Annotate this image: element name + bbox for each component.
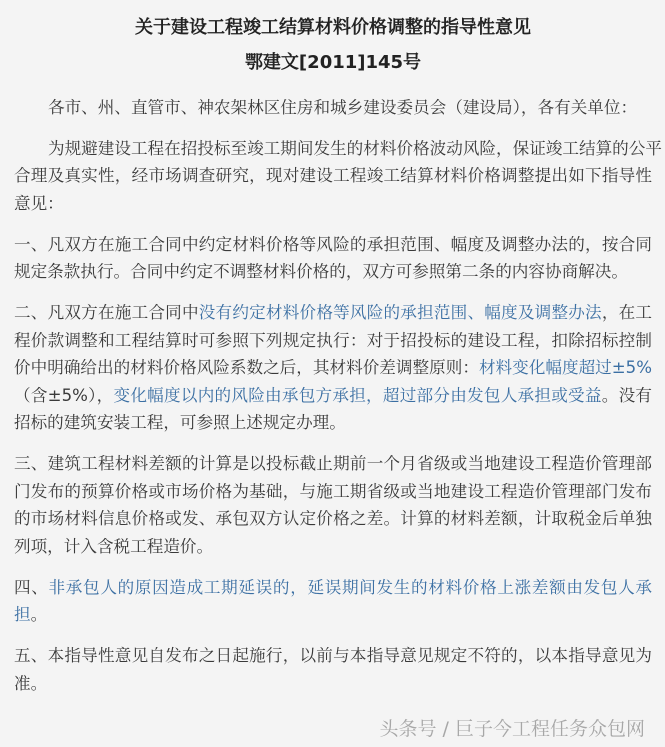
document (14, 10, 662, 697)
paragraph-3 (14, 299, 652, 437)
text-segment: 四、 (14, 577, 49, 597)
text-segment: 。没有 (601, 385, 652, 405)
text-line (14, 258, 652, 286)
text-segment: 各市、州、直管市、神农架林区住房和城乡建设委员会（建设局），各有关单位： (48, 97, 638, 117)
text-segment: 一、凡双方在施工合同中约定材料价格等风险的承担范围、幅度及调整办法的，按合同 (14, 234, 652, 254)
text-segment: （含±5%）， (14, 385, 114, 405)
text-segment: 二、凡双方在施工合同中 (14, 303, 199, 322)
text-line (14, 231, 652, 259)
text-line (14, 574, 652, 602)
text-segment: 规定条款执行。合同中约定不调整材料价格的，双方可参照第二条的内容协商解决。 (14, 262, 628, 281)
text-line (14, 409, 652, 437)
highlighted-text: 材料变化幅度超过±5% (478, 358, 653, 377)
text-segment: 。 (30, 605, 48, 624)
highlighted-text: 担 (14, 605, 31, 624)
paragraph-5 (14, 574, 652, 629)
text-line (14, 327, 652, 355)
text-line (14, 382, 652, 410)
text-segment: 五、本指导性意见自发布之日起施行，以前与本指导意见规定不符的，以本指导意见为 (14, 646, 652, 665)
paragraph-1 (14, 135, 662, 218)
text-segment: 程价款调整和工程结算时可参照下列规定执行：对于招投标的建设工程，扣除招标控制 (14, 330, 652, 350)
text-segment: 招标的建筑安装工程，可参照上述规定办理。 (14, 413, 346, 432)
document-body (14, 94, 662, 698)
paragraph-0 (14, 94, 652, 122)
text-line (14, 190, 652, 218)
text-segment: 意见： (14, 193, 64, 213)
document-number: 鄂建文[2011]145号 (244, 52, 422, 73)
text-segment: 价中明确给出的材料价格风险系数之后，其材料价差调整原则： (14, 358, 479, 377)
text-line (14, 670, 652, 698)
text-line (14, 478, 652, 506)
text-line (14, 533, 652, 561)
text-line (14, 505, 652, 533)
highlighted-text: 变化幅度以内的风险由承包方承担，超过部分由发包人承担或受益 (113, 385, 602, 405)
text-line (14, 299, 652, 327)
text-segment: 列项，计入含税工程造价。 (14, 536, 214, 556)
text-line (14, 642, 652, 670)
watermark: 头条号 / 巨子今工程任务众包网 (379, 718, 645, 740)
highlighted-text: 非承包人的原因造成工期延误的，延误期间发生的材料价格上涨差额由发包人承 (48, 577, 653, 597)
text-segment: 的市场材料信息价格或发、承包双方认定价格之差。计算的材料差额，计取税金后单独 (14, 509, 652, 528)
text-segment: 准。 (14, 673, 48, 693)
text-line (14, 162, 652, 190)
text-segment: 门发布的预算价格或市场价格为基础，与施工期省级或当地建设工程造价管理部门发布 (14, 481, 652, 501)
text-segment: 为规避建设工程在招投标至竣工期间发生的材料价格波动风险，保证竣工结算的公平 (48, 138, 662, 158)
highlighted-text: 没有约定材料价格等风险的承担范围、幅度及调整办法 (198, 303, 602, 322)
text-line (14, 354, 652, 382)
text-segment: 合理及真实性，经市场调查研究，现对建设工程竣工结算材料价格调整提出如下指导性 (14, 166, 652, 185)
text-segment: 三、建筑工程材料差额的计算是以投标截止期前一个月省级或当地建设工程造价管理部 (14, 454, 652, 473)
paragraph-6 (14, 642, 652, 697)
text-line (14, 450, 652, 478)
text-segment: ，在工 (601, 303, 653, 322)
document-title: 关于建设工程竣工结算材料价格调整的指导性意见 (135, 17, 531, 38)
paragraph-2 (14, 231, 652, 286)
text-line (14, 94, 652, 122)
text-line (14, 601, 652, 629)
text-line (14, 135, 662, 163)
paragraph-4 (14, 450, 652, 560)
